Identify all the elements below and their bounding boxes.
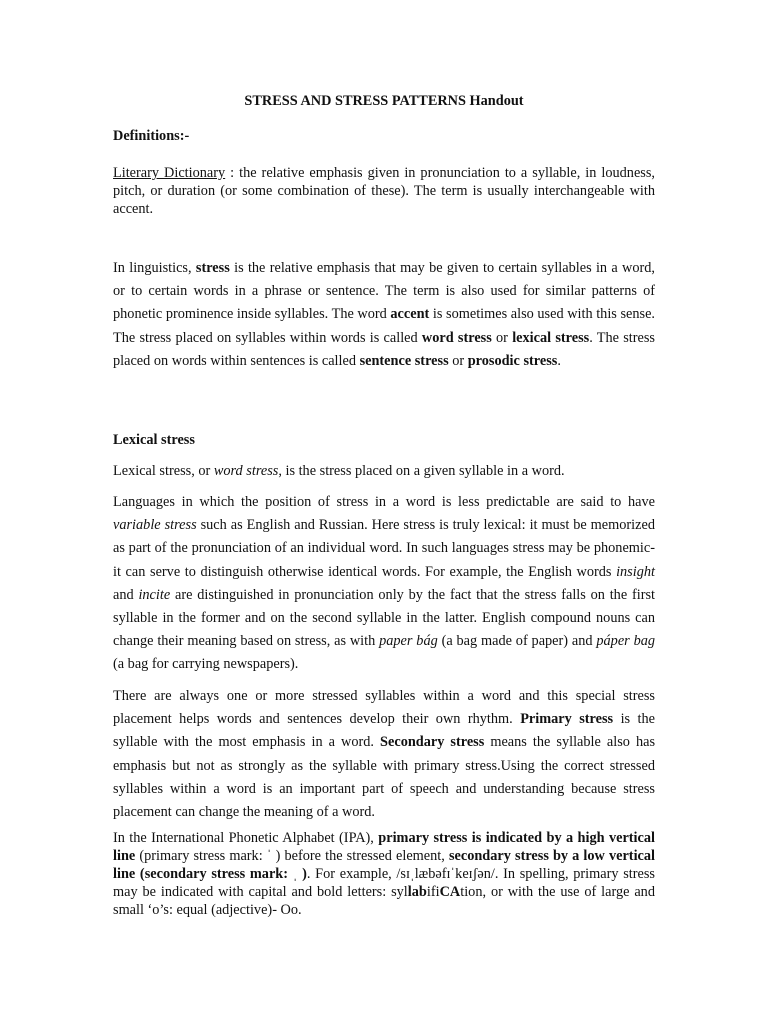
literary-dictionary-link: Literary Dictionary [113, 165, 226, 181]
definition-paragraph [113, 164, 655, 218]
text-run: means the syllable also has emphasis but not as strongly as the syllable with primary stress.Using the correct stressed syllables within a word is an important part of speech and understanding because stress placement can change the meaning of a word. [113, 734, 656, 821]
text-run: . For example, /sɪˌlæbəfɪˈkeɪʃən/. In spelling, primary stress may be indicated with capital and bold letters: syl [113, 866, 655, 900]
text-run: . The stress placed on words within sentences is called [113, 329, 656, 369]
ipa-paragraph [113, 829, 655, 919]
term-accent: accent [390, 306, 430, 323]
rhythm-paragraph [113, 685, 655, 824]
text-run: is the relative emphasis that may be given to certain syllables in a word, or to certain words in a phrase or sentence. The term is also used for similar patterns of phonetic prominence inside syllables. The word [113, 260, 655, 323]
text-run: is sometimes also used with this sense. The stress placed on syllables within words is called [113, 306, 655, 346]
term-insight: insight [616, 563, 655, 580]
lexical-stress-definition [113, 460, 655, 483]
ipa-secondary-note: secondary stress by a low vertical line (secondary stress mark: ˌ ) [113, 848, 656, 882]
syllable-lab: lab [407, 884, 427, 900]
text-run: or [448, 352, 468, 369]
text-run: or [491, 329, 513, 346]
text-run: such as English and Russian. Here stress is truly lexical: it must be memorized as part of the pronunciation of an individual word. In such languages stress may be phonemic- it can serve to distinguish otherwise identical words. For example, the English words [113, 517, 655, 580]
definitions-heading: Definitions:- [113, 128, 190, 144]
text-run: In linguistics, [113, 260, 196, 276]
text-run: (primary stress mark: ˈ ) before the stressed element, [135, 848, 449, 864]
term-sentence-stress: sentence stress [359, 352, 449, 369]
text-run: are distinguished in pronunciation only by the fact that the stress falls on the first syllable in the former and on the second syllable in the latter. English compound nouns can change their meaning based on stress, as with [113, 586, 655, 650]
lexical-stress-heading: Lexical stress [113, 432, 195, 448]
text-run: , is the stress placed on a given syllable in a word. [278, 463, 565, 479]
term-lexical-stress: lexical stress [512, 329, 590, 346]
term-stress: stress [195, 260, 230, 276]
term-incite: incite [138, 586, 171, 603]
term-paper-bag-2: páper bag [596, 633, 656, 650]
term-paper-bag-1: paper bág [379, 633, 438, 650]
document-title: STRESS AND STRESS PATTERNS Handout [244, 93, 524, 109]
definition-text: : the relative emphasis given in pronunciation to a syllable, in loudness, pitch, or duration (or some combination of these). The term is usually interchangeable with accent. [113, 165, 655, 217]
text-run: (a bag made of paper) and [437, 633, 597, 650]
text-run: There are always one or more stressed syllables within a word and this special stress placement helps words and sentences develop their own rhythm. [113, 688, 655, 728]
linguistics-paragraph [113, 257, 655, 373]
term-word-stress: word stress [421, 329, 492, 346]
syllable-ca: CA [439, 884, 461, 900]
term-secondary-stress: Secondary stress [380, 734, 485, 751]
variable-stress-paragraph [113, 491, 655, 677]
term-primary-stress: Primary stress [520, 711, 614, 728]
term-word-stress-italic: word stress [213, 463, 279, 479]
text-run: and [113, 586, 139, 603]
text-run: . [557, 352, 561, 369]
text-run: (a bag for carrying newspapers). [113, 656, 299, 673]
term-variable-stress: variable stress [113, 517, 197, 534]
text-run: In the International Phonetic Alphabet (IPA), [113, 830, 379, 846]
ipa-primary-note: primary stress is indicated by a high vertical line [113, 830, 655, 864]
term-prosodic-stress: prosodic stress [467, 352, 558, 369]
text-run: ifi [426, 884, 440, 900]
text-run: is the syllable with the most emphasis in a word. [113, 711, 656, 751]
text-run: tion, or with the use of large and small ‘o’s: equal (adjective)- Oo. [113, 884, 655, 918]
text-run: Lexical stress, or [113, 463, 214, 479]
text-run: Languages in which the position of stress in a word is less predictable are said to have [113, 494, 655, 510]
